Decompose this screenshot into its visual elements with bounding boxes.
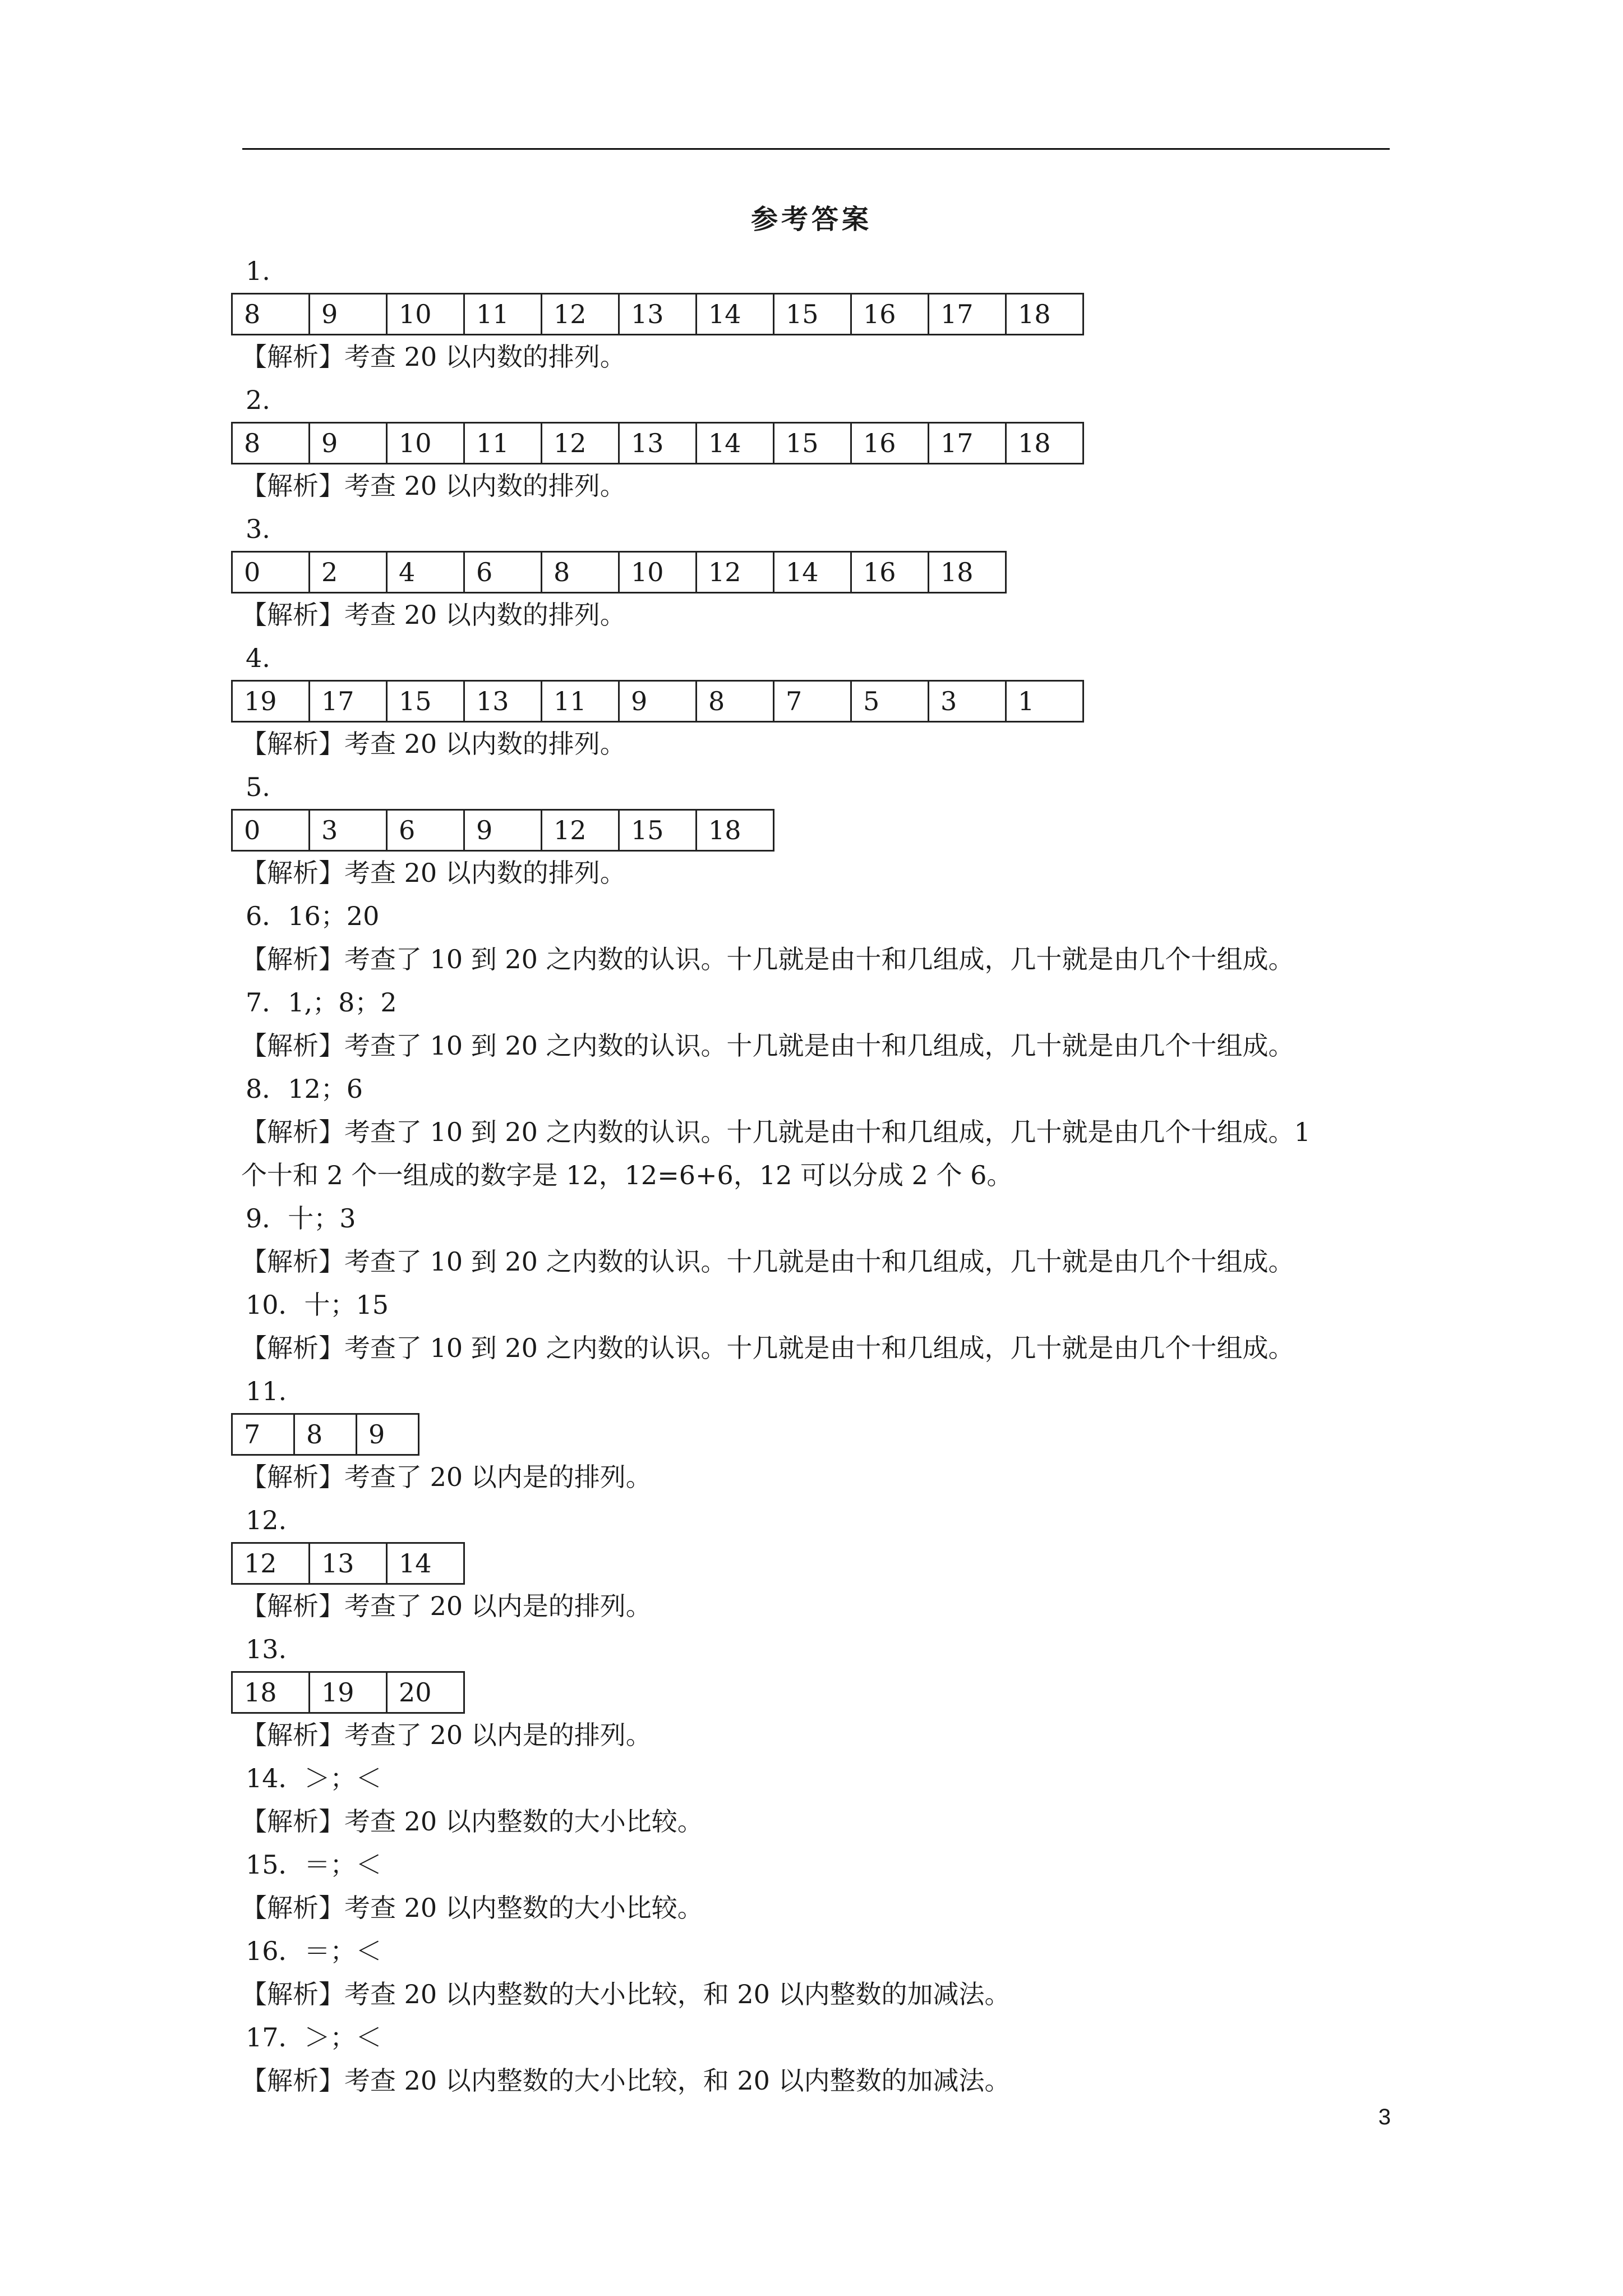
table-cell: 10 [618, 551, 697, 593]
analysis-text: 【解析】考查 20 以内整数的大小比较。 [241, 1893, 703, 1923]
table-cell: 19 [308, 1671, 388, 1714]
table-cell: 12 [541, 422, 620, 464]
answer-line: 14．＞；＜ [246, 1763, 382, 1793]
table-cell: 18 [695, 809, 774, 852]
answer-table [231, 551, 1398, 593]
table-cell: 11 [463, 293, 542, 335]
table-cell: 14 [386, 1542, 465, 1585]
table-cell: 9 [463, 809, 542, 852]
table-cell: 13 [308, 1542, 388, 1585]
answer-line: 17．＞；＜ [246, 2022, 382, 2053]
analysis-text: 【解析】考查 20 以内数的排列。 [241, 729, 626, 759]
table-cell: 3 [928, 680, 1007, 723]
table-cell: 0 [231, 809, 310, 852]
table-cell: 17 [308, 680, 388, 723]
table-cell: 20 [386, 1671, 465, 1714]
table-cell: 13 [618, 293, 697, 335]
table-cell: 19 [231, 680, 310, 723]
answer-line: 7．1,；8；2 [246, 987, 397, 1018]
answer-line: 15．＝；＜ [246, 1849, 382, 1880]
table-cell: 3 [308, 809, 388, 852]
table-cell: 15 [618, 809, 697, 852]
answer-line: 10．十；15 [246, 1290, 389, 1320]
table-cell: 1 [1005, 680, 1084, 723]
answer-content [231, 250, 1398, 2102]
table-cell: 12 [541, 293, 620, 335]
answer-table [231, 809, 1398, 852]
table-cell: 13 [618, 422, 697, 464]
table-cell: 0 [231, 551, 310, 593]
answer-table [231, 1542, 1398, 1585]
analysis-text: 【解析】考查了 10 到 20 之内数的认识。十几就是由十和几组成，几十就是由几个十组成。 [241, 1030, 1294, 1061]
table-cell: 9 [618, 680, 697, 723]
table-cell: 14 [695, 422, 774, 464]
analysis-text: 【解析】考查 20 以内整数的大小比较，和 20 以内整数的加减法。 [241, 2065, 1011, 2096]
table-cell: 15 [773, 293, 852, 335]
analysis-text: 【解析】考查 20 以内数的排列。 [241, 600, 626, 630]
analysis-text: 【解析】考查 20 以内数的排列。 [241, 342, 626, 372]
table-cell: 16 [850, 293, 929, 335]
page-title: 参考答案 [750, 204, 872, 235]
analysis-text: 【解析】考查 20 以内整数的大小比较，和 20 以内整数的加减法。 [241, 1979, 1011, 2009]
analysis-text: 【解析】考查了 10 到 20 之内数的认识。十几就是由十和几组成，几十就是由几个十组成。 [241, 1333, 1294, 1363]
question-number: 13. [246, 1634, 287, 1664]
answer-line: 6．16；20 [246, 901, 380, 931]
table-cell: 9 [308, 422, 388, 464]
table-cell: 8 [695, 680, 774, 723]
table-cell: 17 [928, 422, 1007, 464]
table-cell: 10 [386, 293, 465, 335]
analysis-text: 【解析】考查了 20 以内是的排列。 [241, 1591, 652, 1621]
question-number: 2. [246, 385, 270, 415]
question-number: 3. [246, 514, 270, 544]
question-number: 12. [246, 1505, 287, 1535]
table-cell: 16 [850, 551, 929, 593]
answer-table [231, 1413, 1398, 1456]
analysis-text: 【解析】考查了 20 以内是的排列。 [241, 1720, 652, 1750]
analysis-text: 【解析】考查了 10 到 20 之内数的认识。十几就是由十和几组成，几十就是由几个十组成。 [241, 944, 1294, 974]
table-cell: 7 [773, 680, 852, 723]
table-cell: 11 [541, 680, 620, 723]
table-cell: 17 [928, 293, 1007, 335]
table-cell: 8 [541, 551, 620, 593]
answer-table [231, 293, 1398, 335]
table-cell: 11 [463, 422, 542, 464]
analysis-text-continued: 个十和 2 个一组成的数字是 12，12=6+6，12 可以分成 2 个 6。 [241, 1160, 1013, 1190]
answer-table [231, 1671, 1398, 1714]
answer-line: 16．＝；＜ [246, 1936, 382, 1966]
table-cell: 4 [386, 551, 465, 593]
table-cell: 13 [463, 680, 542, 723]
table-cell: 8 [231, 293, 310, 335]
table-cell: 16 [850, 422, 929, 464]
table-cell: 18 [928, 551, 1007, 593]
table-cell: 2 [308, 551, 388, 593]
question-number: 5. [246, 772, 270, 802]
table-cell: 18 [231, 1671, 310, 1714]
table-cell: 12 [231, 1542, 310, 1585]
analysis-text: 【解析】考查 20 以内数的排列。 [241, 471, 626, 501]
table-cell: 12 [695, 551, 774, 593]
table-cell: 15 [773, 422, 852, 464]
table-cell: 8 [293, 1413, 357, 1456]
header-rule [242, 148, 1390, 150]
table-cell: 7 [231, 1413, 295, 1456]
analysis-text: 【解析】考查了 20 以内是的排列。 [241, 1462, 652, 1492]
table-cell: 14 [695, 293, 774, 335]
table-cell: 18 [1005, 293, 1084, 335]
analysis-text: 【解析】考查 20 以内整数的大小比较。 [241, 1806, 703, 1837]
answer-line: 8．12；6 [246, 1074, 363, 1104]
table-cell: 9 [308, 293, 388, 335]
question-number: 11. [246, 1376, 287, 1406]
table-cell: 8 [231, 422, 310, 464]
analysis-text: 【解析】考查了 10 到 20 之内数的认识。十几就是由十和几组成，几十就是由几个十组成。1 [241, 1117, 1311, 1147]
table-cell: 6 [463, 551, 542, 593]
analysis-text: 【解析】考查了 10 到 20 之内数的认识。十几就是由十和几组成，几十就是由几个十组成。 [241, 1246, 1294, 1277]
table-cell: 5 [850, 680, 929, 723]
analysis-text: 【解析】考查 20 以内数的排列。 [241, 858, 626, 888]
table-cell: 15 [386, 680, 465, 723]
table-cell: 18 [1005, 422, 1084, 464]
table-cell: 12 [541, 809, 620, 852]
table-cell: 9 [356, 1413, 419, 1456]
answer-table [231, 680, 1398, 723]
table-cell: 10 [386, 422, 465, 464]
answer-line: 9．十；3 [246, 1203, 356, 1234]
page-number: 3 [1378, 2105, 1391, 2129]
question-number: 1. [246, 256, 270, 286]
table-cell: 14 [773, 551, 852, 593]
question-number: 4. [246, 643, 270, 673]
answer-table [231, 422, 1398, 464]
table-cell: 6 [386, 809, 465, 852]
